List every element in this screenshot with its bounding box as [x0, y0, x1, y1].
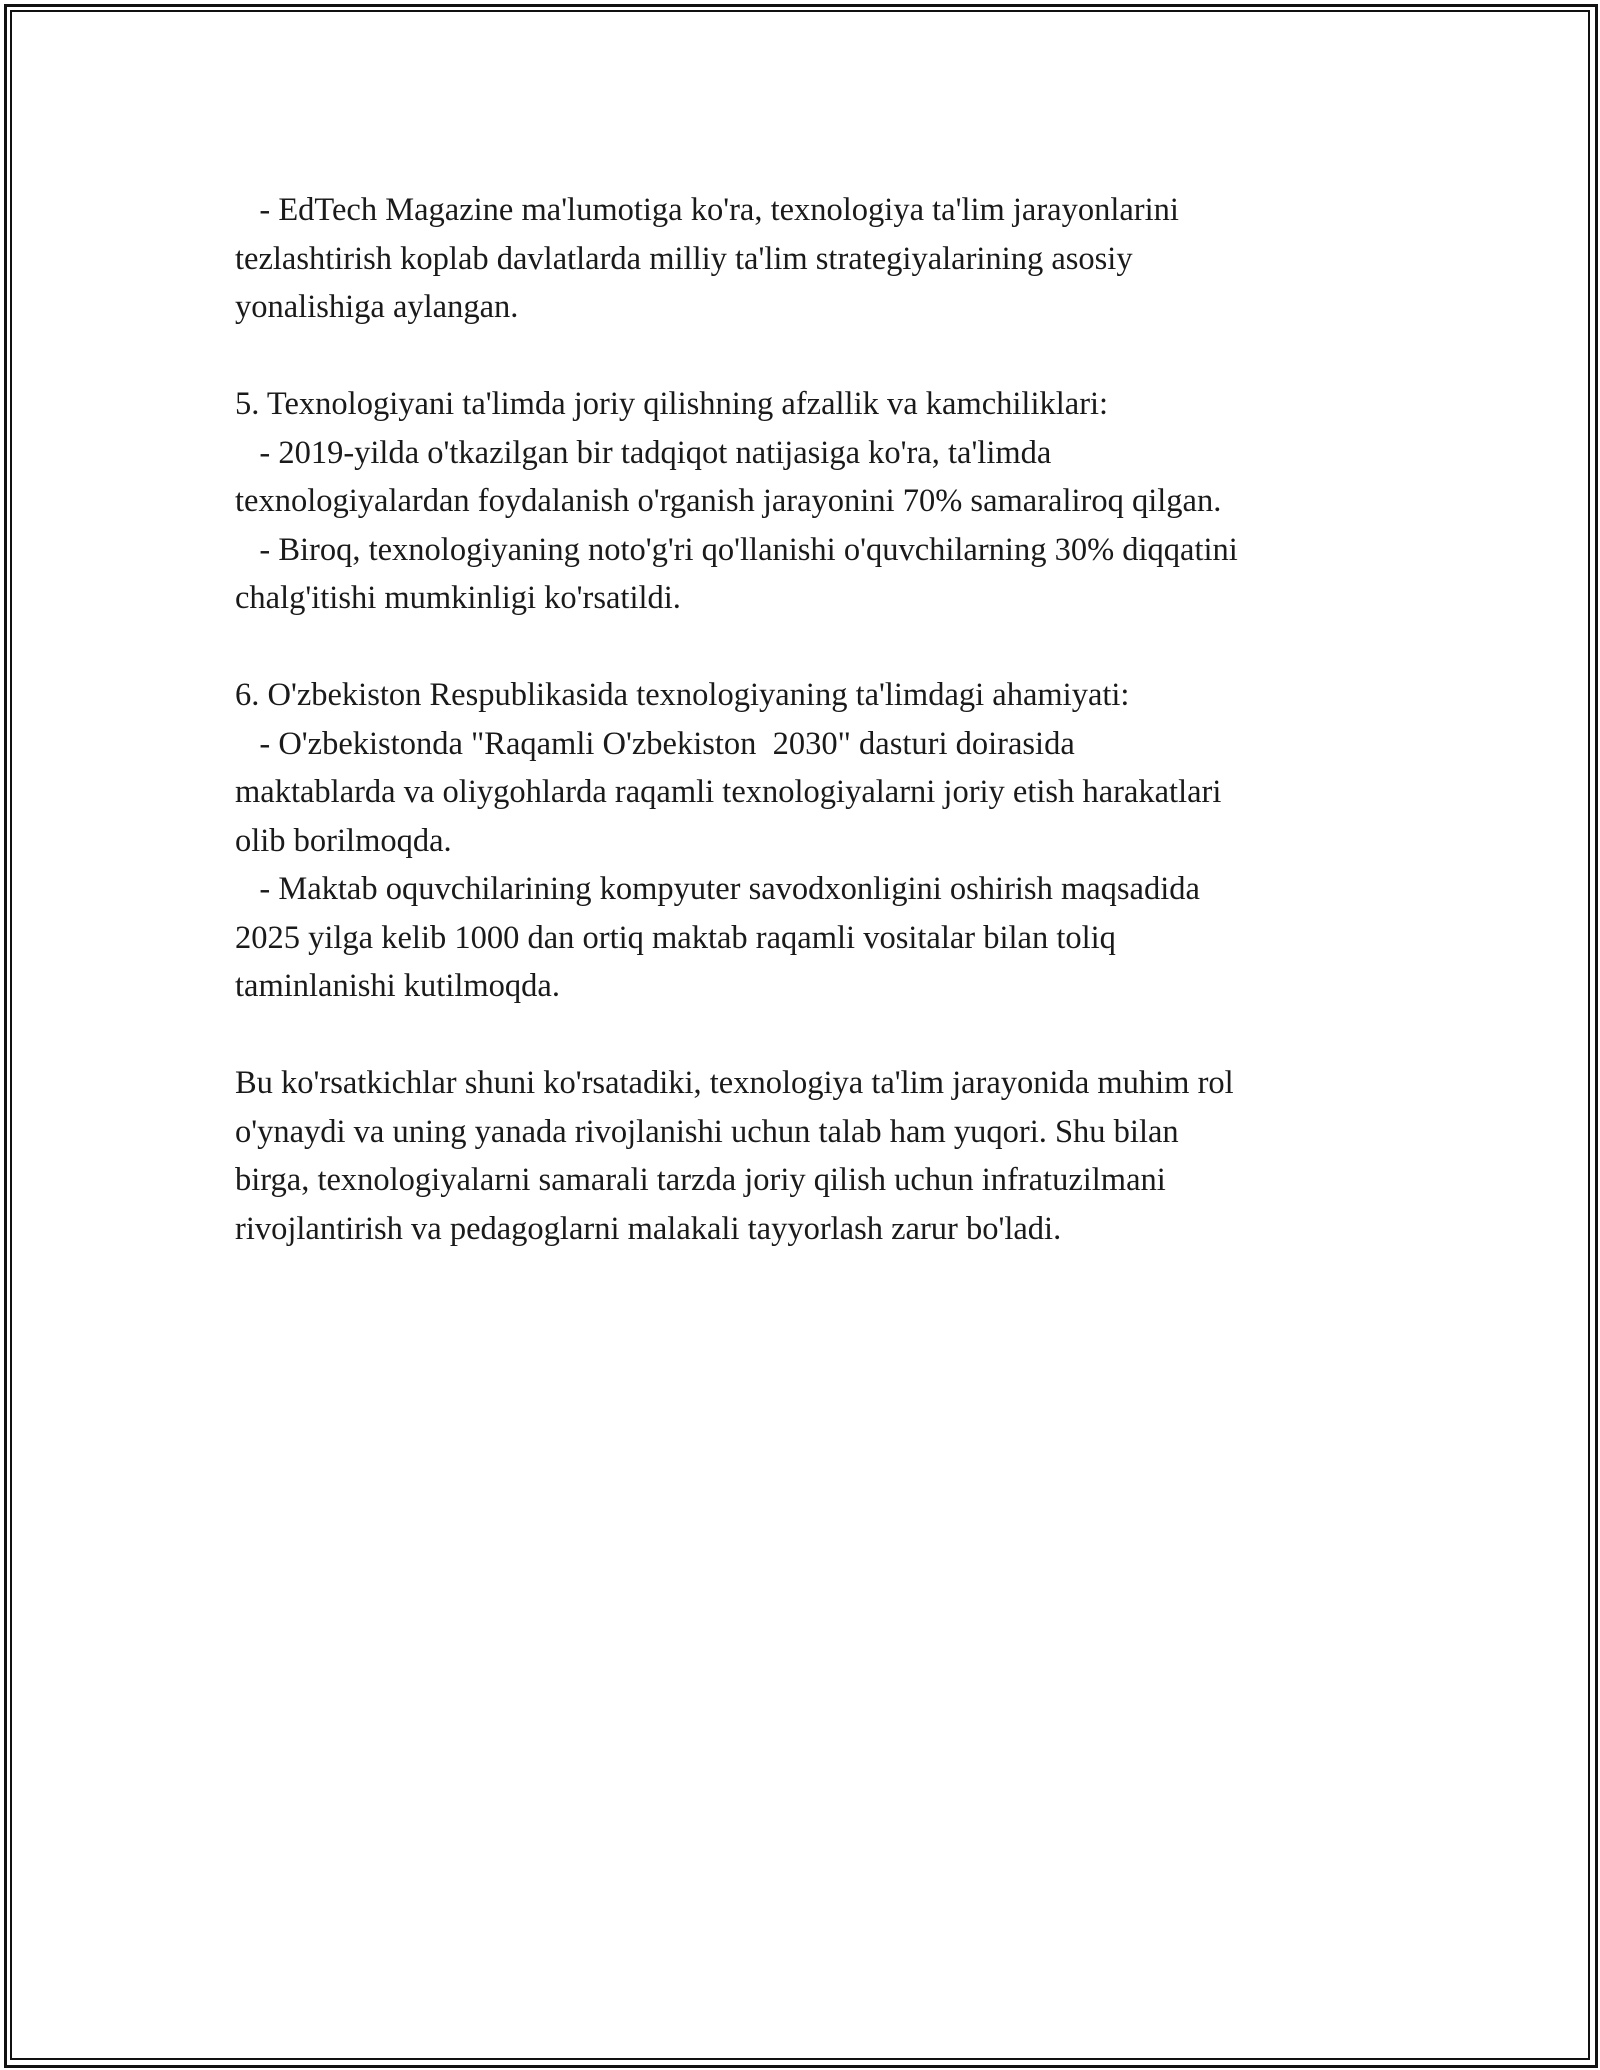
text-line: birga, texnologiyalarni samarali tarzda joriy qilish uchun infratuzilmani	[235, 1162, 1166, 1198]
text-line: tezlashtirish koplab davlatlarda milliy ta'lim strategiyalarining asosiy	[235, 240, 1133, 277]
text-line: Bu ko'rsatkichlar shuni ko'rsatadiki, texnologiya ta'lim jarayonida muhim rol	[235, 1065, 1234, 1101]
text-line: texnologiyalardan foydalanish o'rganish jarayonini 70% samaraliroq qilgan.	[235, 483, 1222, 519]
text-line: maktablarda va oliygohlarda raqamli texnologiyalarni joriy etish harakatlari	[235, 774, 1222, 810]
text-line: - Biroq, texnologiyaning noto'g'ri qo'llanishi o'quvchilarning 30% diqqatini	[235, 531, 1238, 568]
section-5	[235, 380, 1415, 623]
paragraph-gap	[235, 623, 1415, 672]
text-line: 2025 yilga kelib 1000 dan ortiq maktab raqamli vositalar bilan toliq	[235, 919, 1116, 956]
section-6	[235, 671, 1415, 1011]
text-line: - 2019-yilda o'tkazilgan bir tadqiqot natijasiga ko'ra, ta'limda	[235, 434, 1052, 471]
text-line: taminlanishi kutilmoqda.	[235, 968, 560, 1004]
paragraph-conclusion	[235, 1059, 1415, 1253]
text-line: chalg'itishi mumkinligi ko'rsatildi.	[235, 580, 681, 616]
text-line: olib borilmoqda.	[235, 822, 452, 859]
paragraph-gap	[235, 332, 1415, 381]
text-line: rivojlantirish va pedagoglarni malakali tayyorlash zarur bo'ladi.	[235, 1210, 1062, 1247]
section-5-heading: 5. Texnologiyani ta'limda joriy qilishning afzallik va kamchiliklari:	[235, 386, 1109, 422]
text-line: o'ynaydi va uning yanada rivojlanishi uchun talab ham yuqori. Shu bilan	[235, 1113, 1179, 1150]
text-line: - O'zbekistonda "Raqamli O'zbekiston 2030" dasturi doirasida	[235, 725, 1075, 762]
paragraph-edtech	[235, 186, 1415, 332]
text-line: yonalishiga aylangan.	[235, 289, 519, 325]
document-body	[235, 186, 1415, 1253]
text-line: - EdTech Magazine ma'lumotiga ko'ra, texnologiya ta'lim jarayonlarini	[235, 192, 1179, 228]
section-6-heading: 6. O'zbekiston Respublikasida texnologiyaning ta'limdagi ahamiyati:	[235, 677, 1130, 713]
paragraph-gap	[235, 1011, 1415, 1060]
text-line: - Maktab oquvchilarining kompyuter savodxonligini oshirish maqsadida	[235, 871, 1200, 907]
